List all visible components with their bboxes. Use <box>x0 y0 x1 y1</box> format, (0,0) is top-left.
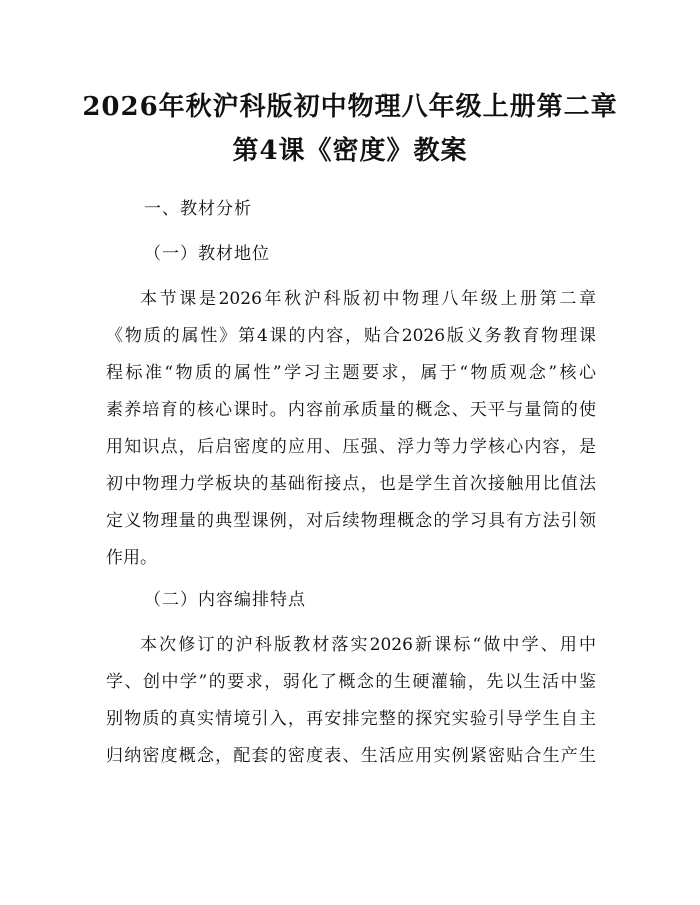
document-title-line-1: 2026年秋沪科版初中物理八年级上册第二章 <box>82 92 618 122</box>
paragraph-line: 本节课是2026年秋沪科版初中物理八年级上册第二章 <box>140 289 596 309</box>
paragraph-line: 《物质的属性》第4课的内容，贴合2026版义务教育物理课 <box>106 326 596 346</box>
paragraph-line: 归纳密度概念，配套的密度表、生活应用实例紧密贴合生产生 <box>106 746 596 766</box>
paragraph-line: 别物质的真实情境引入，再安排完整的探究实验引导学生自主 <box>106 709 596 729</box>
paragraph-line: 作用。 <box>106 548 157 568</box>
document-title-line-2: 第4课《密度》教案 <box>232 136 468 166</box>
subsection-heading-content-arrangement: （二）内容编排特点 <box>144 590 306 610</box>
paragraph-line: 素养培育的核心课时。内容前承质量的概念、天平与量筒的使 <box>106 400 596 420</box>
paragraph-line: 用知识点，后启密度的应用、压强、浮力等力学核心内容，是 <box>106 437 596 457</box>
paragraph-line: 本次修订的沪科版教材落实2026新课标“做中学、用中 <box>140 635 596 655</box>
paragraph-line: 定义物理量的典型课例，对后续物理概念的学习具有方法引领 <box>106 511 596 531</box>
paragraph-line: 初中物理力学板块的基础衔接点，也是学生首次接触用比值法 <box>106 474 596 494</box>
subsection-heading-textbook-status: （一）教材地位 <box>144 244 270 264</box>
paragraph-line: 程标准“物质的属性”学习主题要求，属于“物质观念”核心 <box>106 363 596 383</box>
paragraph-line: 学、创中学”的要求，弱化了概念的生硬灌输，先以生活中鉴 <box>106 672 596 692</box>
section-heading-textbook-analysis: 一、教材分析 <box>144 199 252 219</box>
